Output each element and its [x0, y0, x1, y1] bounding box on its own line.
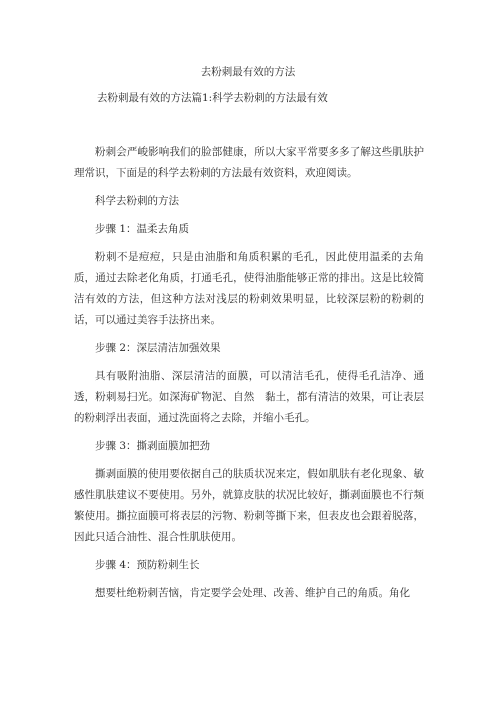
document-subtitle: 去粉刺最有效的方法篇1:科学去粉刺的方法最有效 [97, 92, 328, 104]
step-paragraph-3: 撕剥面膜的使用要依据自己的肤质状况来定，假如肌肤有老化现象、敏感性肌肤建议不要使用。另外，就算皮肤的状况比较好，撕剥面膜也不行频繁使用。撕拉面膜可将表层的污物、粉刺等撕下来，但表皮也会跟着脱落，因此只适合油性、混合性肌肤使用。 [74, 468, 424, 543]
section-heading: 科学去粉刺的方法 [95, 195, 179, 207]
document-body [74, 142, 424, 611]
step-paragraph-1: 粉刺不是痘痘，只是由油脂和角质积累的毛孔，因此使用温柔的去角质，通过去除老化角质，打通毛孔，使得油脂能够正常的排出。这是比较简洁有效的方法，但这种方法对浅层的粉刺效果明显，比较深层粉的粉刺的话，可以通过美容手法挤出来。 [74, 251, 424, 326]
document-title: 去粉刺最有效的方法 [200, 66, 296, 78]
step-heading-4: 步骤 4：预防粉刺生长 [95, 559, 200, 571]
step-heading-3: 步骤 3：撕剥面膜加把劲 [95, 440, 211, 452]
step-heading-1: 步骤 1：温柔去角质 [95, 223, 190, 235]
step-heading-2: 步骤 2：深层清洁加强效果 [95, 342, 221, 354]
step-paragraph-4: 想要杜绝粉刺苦恼，肯定要学会处理、改善、维护自己的角质。角化 [95, 587, 410, 599]
step-paragraph-2: 具有吸附油脂、深层清洁的面膜，可以清洁毛孔，使得毛孔洁净、通透，粉刺易扫光。如深海矿物泥、自然 黏土，都有清洁的效果，可让表层的粉刺浮出表面，通过洗面将之去除，并缩小毛孔。 [74, 370, 424, 424]
paragraph-intro: 粉刺会严峻影响我们的脸部健康，所以大家平常要多多了解这些肌肤护理常识，下面是的科学去粉刺的方法最有效资料，欢迎阅读。 [74, 146, 424, 179]
